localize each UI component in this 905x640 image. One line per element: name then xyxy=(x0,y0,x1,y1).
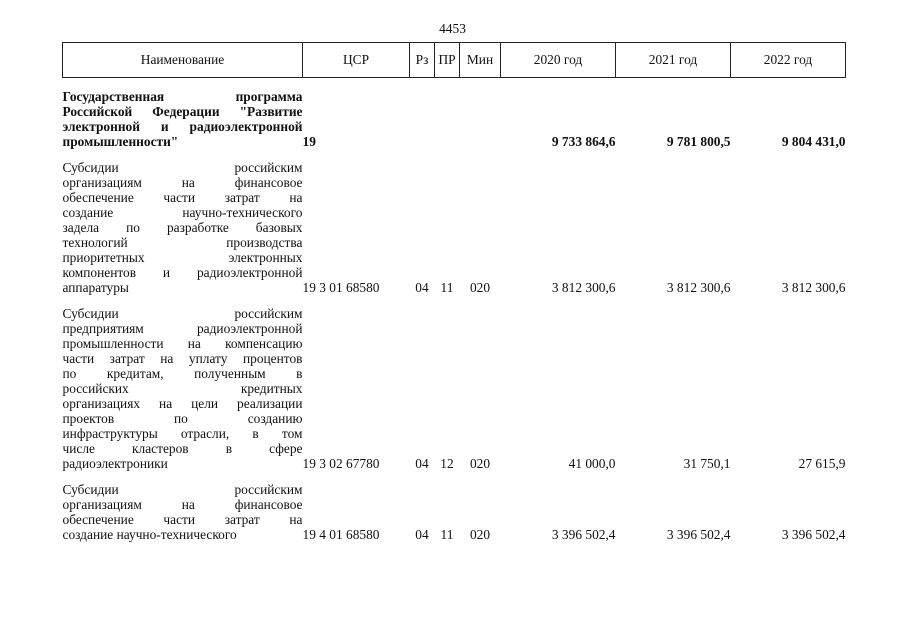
name-line: технологий производства xyxy=(62,235,303,250)
spacer-cell xyxy=(63,295,846,306)
cell-rz: 04 xyxy=(415,456,429,471)
name-line: организациям на финансовое xyxy=(62,497,303,512)
spacer-cell xyxy=(63,149,846,160)
name-line: создание научно-технического xyxy=(62,205,303,220)
cell-2021: 3 812 300,6 xyxy=(666,280,731,295)
name-line: Субсидии российским xyxy=(62,160,303,175)
cell-2021: 31 750,1 xyxy=(683,456,731,471)
table-body xyxy=(63,78,846,543)
cell-2022: 3 812 300,6 xyxy=(781,280,846,295)
name-line: по кредитам, полученным в xyxy=(62,366,303,381)
cell-2020: 3 812 300,6 xyxy=(551,280,616,295)
cell-min: 020 xyxy=(469,280,491,295)
cell-pr: 11 xyxy=(440,280,454,295)
column-header-2021: 2021 год xyxy=(616,43,731,78)
name-line: компонентов и радиоэлектронной xyxy=(62,265,303,280)
cell-2021: 9 781 800,5 xyxy=(666,134,731,149)
column-header-pr: ПР xyxy=(435,43,460,78)
name-line: создание научно-технического xyxy=(62,527,237,542)
table-row xyxy=(63,160,846,295)
name-line: обеспечение части затрат на xyxy=(62,190,303,205)
name-line: организациях на цели реализации xyxy=(62,396,303,411)
name-line: части затрат на уплату процентов xyxy=(62,351,303,366)
cell-min xyxy=(460,89,501,149)
table-row xyxy=(63,89,846,149)
name-line: аппаратуры xyxy=(62,280,129,295)
column-header-min: Мин xyxy=(460,43,501,78)
cell-2020: 3 396 502,4 xyxy=(551,527,616,542)
row-spacer xyxy=(63,295,846,306)
name-line: Субсидии российским xyxy=(62,306,303,321)
page-number: 4453 xyxy=(439,21,466,36)
row-spacer xyxy=(63,471,846,482)
name-line: числе кластеров в сфере xyxy=(62,441,303,456)
row-spacer xyxy=(63,149,846,160)
name-line: российских кредитных xyxy=(62,381,303,396)
cell-name xyxy=(63,482,303,542)
spacer-cell xyxy=(63,471,846,482)
cell-name xyxy=(63,160,303,295)
budget-table xyxy=(62,42,846,542)
name-line: Субсидии российским xyxy=(62,482,303,497)
cell-csr: 19 3 01 68580 xyxy=(302,280,380,295)
cell-2022: 3 396 502,4 xyxy=(781,527,846,542)
name-line: электронной и радиоэлектронной xyxy=(62,119,303,134)
column-header-2022: 2022 год xyxy=(731,43,846,78)
name-line: предприятиям радиоэлектронной xyxy=(62,321,303,336)
cell-pr: 11 xyxy=(440,527,454,542)
column-header-name: Наименование xyxy=(63,43,303,78)
cell-2020: 41 000,0 xyxy=(568,456,616,471)
spacer-cell xyxy=(63,78,846,90)
cell-2020: 9 733 864,6 xyxy=(551,134,616,149)
cell-min: 020 xyxy=(469,527,491,542)
cell-rz: 04 xyxy=(415,527,429,542)
cell-csr: 19 4 01 68580 xyxy=(302,527,380,542)
name-line: организациям на финансовое xyxy=(62,175,303,190)
cell-min: 020 xyxy=(469,456,491,471)
cell-2022: 9 804 431,0 xyxy=(781,134,846,149)
cell-pr xyxy=(435,89,460,149)
cell-2021: 3 396 502,4 xyxy=(666,527,731,542)
cell-2022: 27 615,9 xyxy=(798,456,846,471)
column-header-rz: Рз xyxy=(410,43,435,78)
row-spacer xyxy=(63,78,846,90)
cell-csr: 19 3 02 67780 xyxy=(302,456,380,471)
name-line: приоритетных электронных xyxy=(62,250,303,265)
cell-rz: 04 xyxy=(415,280,429,295)
name-line: промышленности" xyxy=(62,134,179,149)
cell-rz xyxy=(410,89,435,149)
name-line: Российской Федерации "Развитие xyxy=(62,104,303,119)
name-line: проектов по созданию xyxy=(62,411,303,426)
column-header-csr: ЦСР xyxy=(303,43,410,78)
name-line: задела по разработке базовых xyxy=(62,220,303,235)
cell-name xyxy=(63,306,303,471)
name-line: промышленности на компенсацию xyxy=(62,336,303,351)
table-row xyxy=(63,482,846,542)
table-header-row xyxy=(63,43,846,78)
column-header-2020: 2020 год xyxy=(501,43,616,78)
name-line: обеспечение части затрат на xyxy=(62,512,303,527)
cell-csr: 19 xyxy=(302,134,316,149)
name-line: радиоэлектроники xyxy=(62,456,168,471)
cell-pr: 12 xyxy=(440,456,454,471)
table-row xyxy=(63,306,846,471)
name-line: Государственная программа xyxy=(62,89,303,104)
name-line: инфраструктуры отрасли, в том xyxy=(62,426,303,441)
cell-name xyxy=(63,89,303,149)
